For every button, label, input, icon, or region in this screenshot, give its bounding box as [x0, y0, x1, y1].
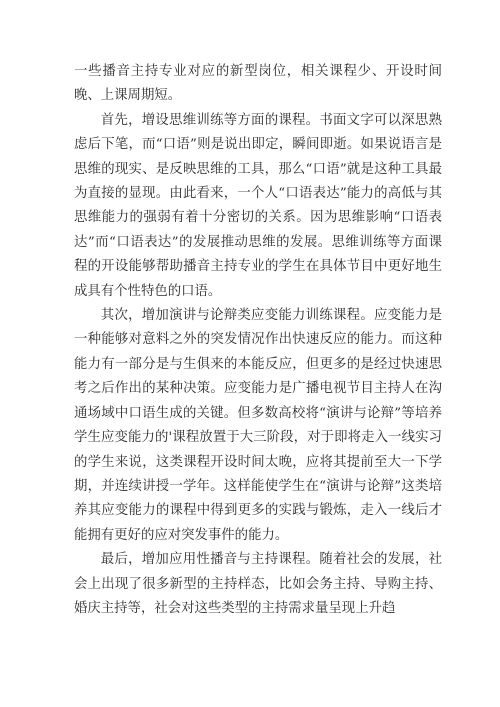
paragraph-speech-debate: 其次，增加演讲与论辩类应变能力训练课程。应变能力是一种能够对意料之外的突发情况作出快速反应的能力。而这种能力有一部分是与生俱来的本能反应，但更多的是经过快速思考之后作出的某种决策。应变能力是广播电视节目主持人在沟通场域中口语生成的关键。但多数高校将“演讲与论辩”等培养学生应变能力的'课程放置于大三阶段，对于即将走入一线实习的学生来说，这类课程开设时间太晚，应将其提前至大一下学期，并连续讲授一学年。这样能使学生在“演讲与论辩”这类培养其应变能力的课程中得到更多的实践与锻炼，走入一线后才能拥有更好的应对突发事件的能力。: [74, 308, 442, 543]
paragraph-thinking-training: 首先，增设思维训练等方面的课程。书面文字可以深思熟虑后下笔，而“口语”则是说出即定，瞬间即逝。如果说语言是思维的现实、是反映思维的工具，那么“口语”就是这种工具最为直接的显现。由此看来，一个人“口语表达”能力的高低与其思维能力的强弱有着十分密切的关系。因为思维影响“口语表达”而“口语表达”的发展推动思维的发展。思维训练等方面课程的开设能够帮助播音主持专业的学生在具体节目中更好地生成具有个性特色的口语。: [74, 112, 442, 299]
paragraph-continuation: 一些播音主持专业对应的新型岗位，相关课程少、开设时间晚、上课周期短。: [74, 64, 442, 104]
paragraph-applied-hosting: 最后，增加应用性播音与主持课程。随着社会的发展，社会上出现了很多新型的主持样态，比如会务主持、导购主持、婚庆主持等，社会对这些类型的主持需求量呈现上升趋: [74, 552, 442, 616]
document-body: [74, 60, 442, 621]
